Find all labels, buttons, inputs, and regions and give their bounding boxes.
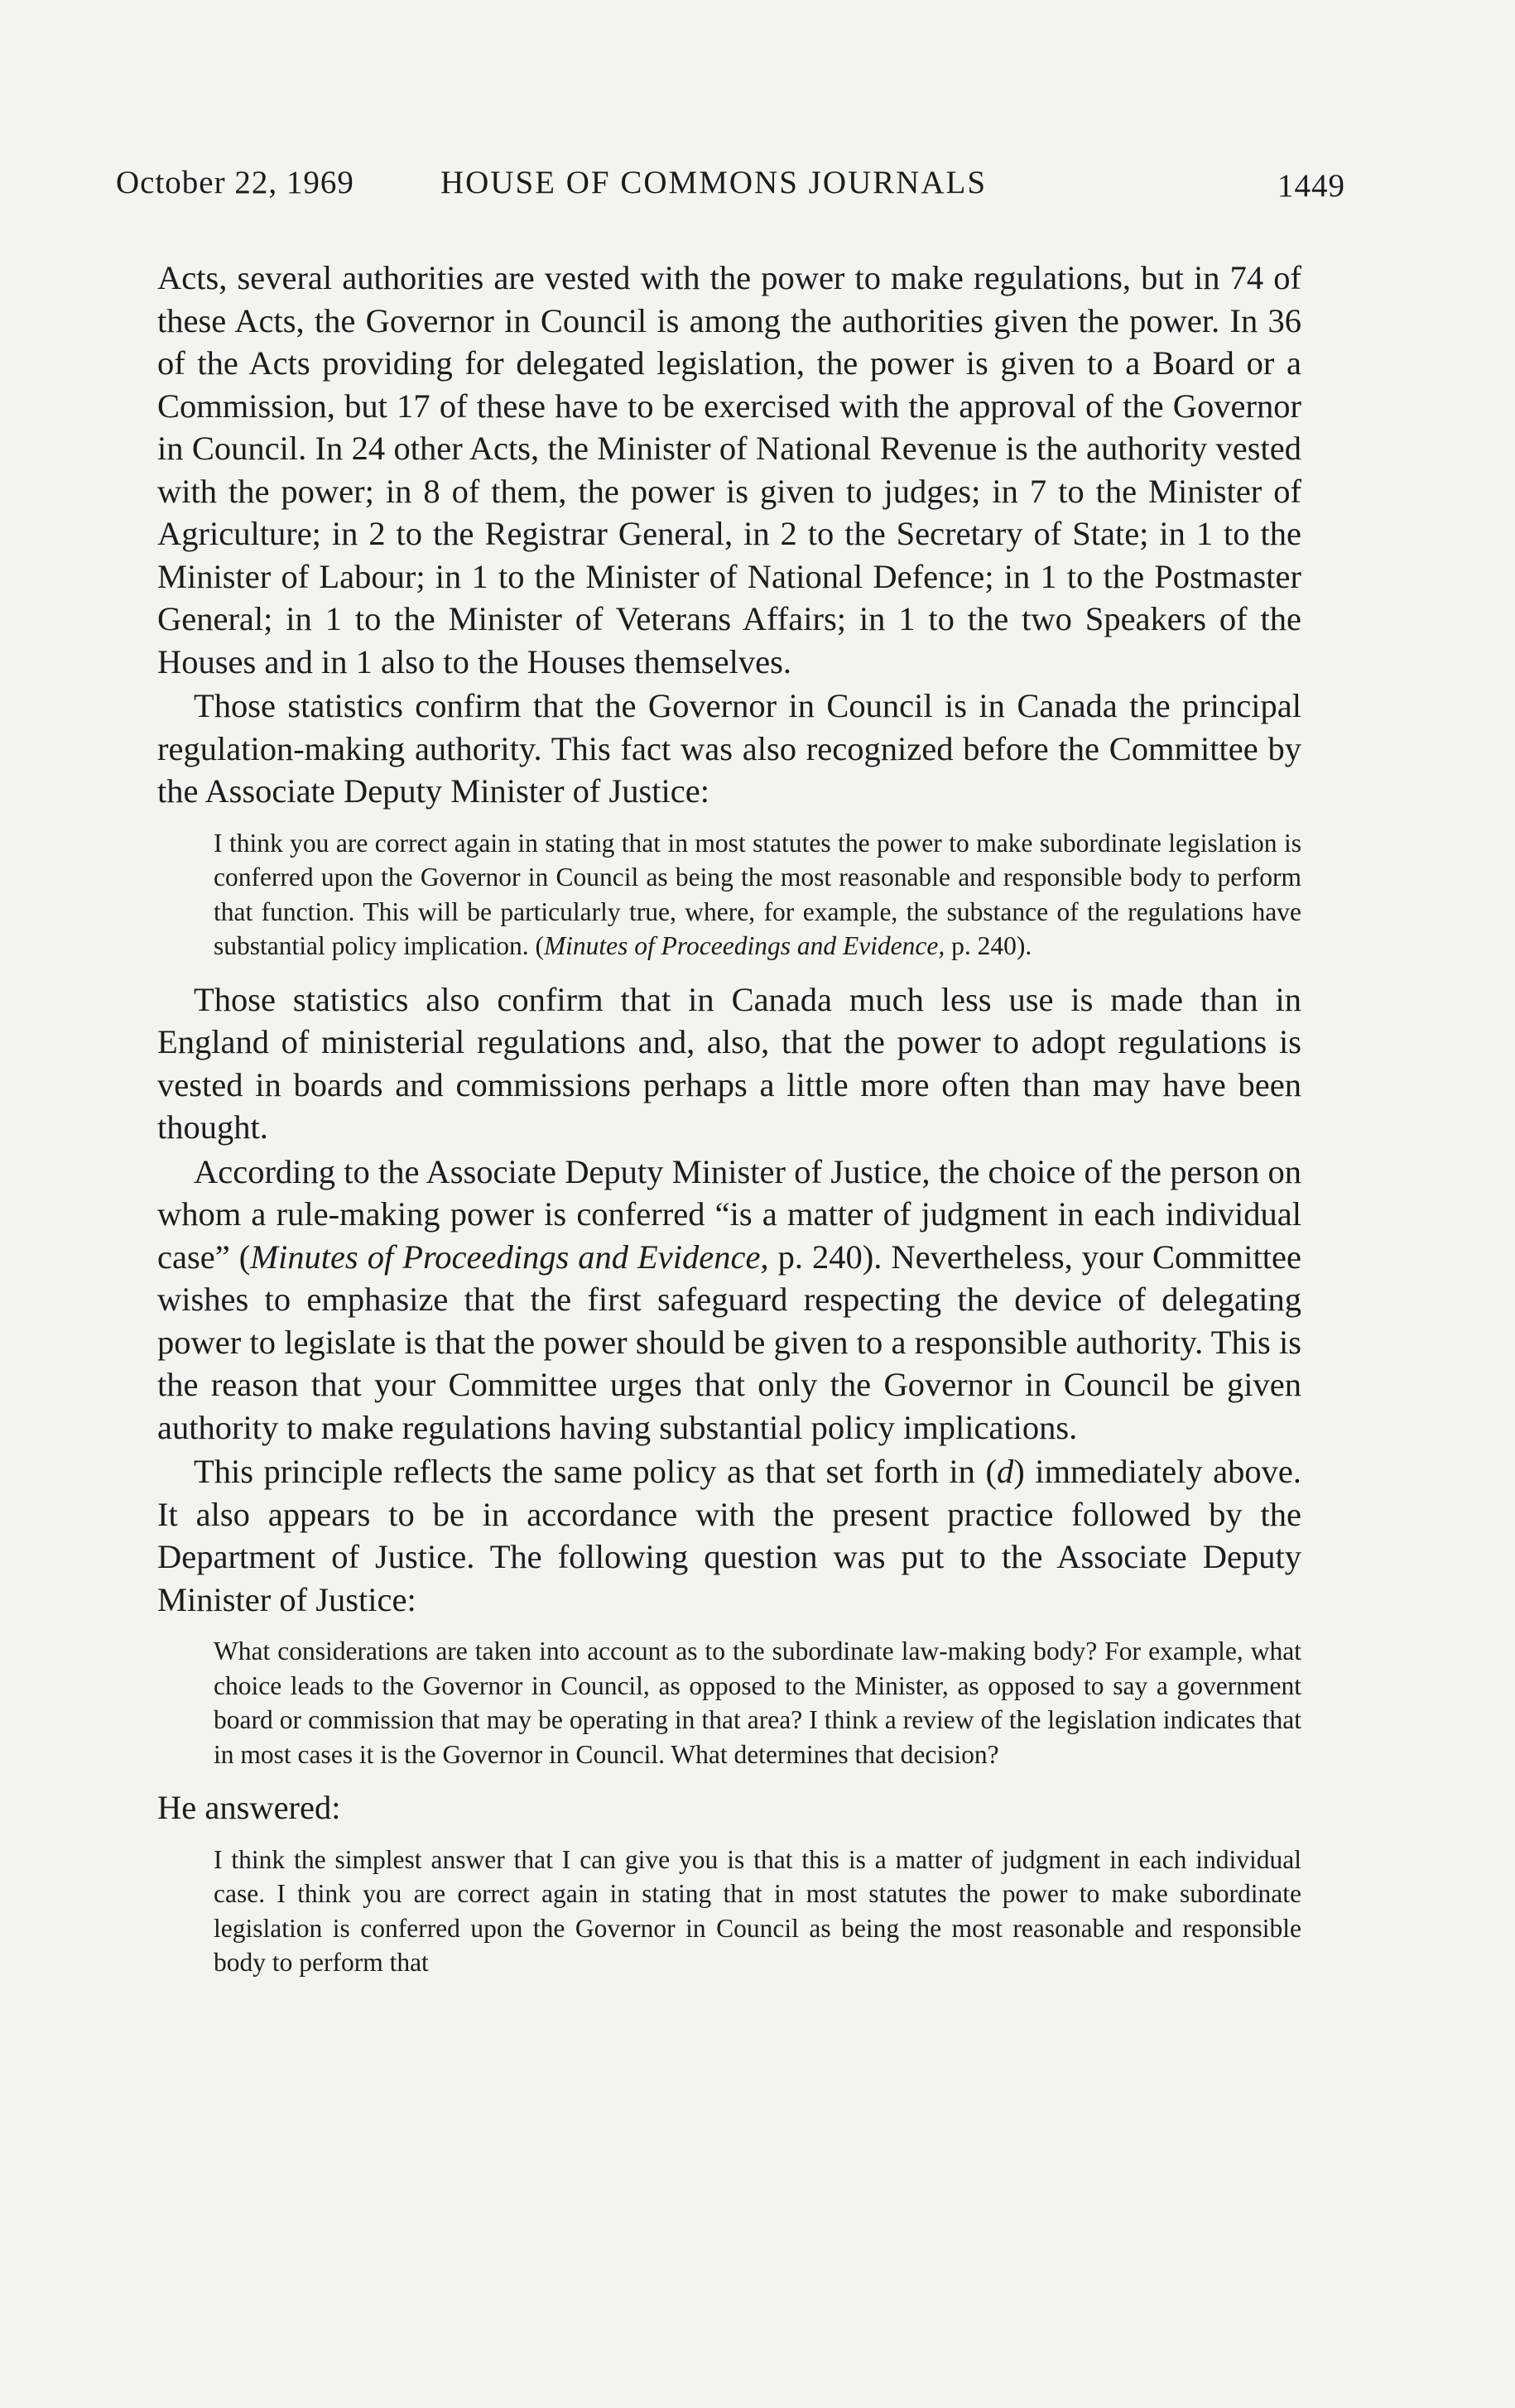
quote-citation: Minutes of Proceedings and Evidence, <box>543 931 945 960</box>
quote-text: I think you are correct again in stating that in most statutes the power to make subordinate legislation is conferred upon the Governor in Council as being the most reasonable and responsible body to perform that function. This will be particularly true, where, for example, the substance of the regulations have substantial policy implication. ( <box>214 828 1301 960</box>
header-journal-title: HOUSE OF COMMONS JOURNALS <box>440 165 988 200</box>
block-quote-question: What considerations are taken into account as to the subordinate law-making body? For example, what choice leads to the Governor in Council, as opposed to the Minister, as opposed to say a government board or commission that may be operating in that area? I think a review of the legislation indicates that in most cases it is the Governor in Council. What determines that decision? <box>214 1637 1301 1769</box>
running-header <box>116 164 1345 214</box>
paragraph-responsible-authority <box>157 1151 1301 1449</box>
paragraph-statistics-confirm: Those statistics confirm that the Governor in Council is in Canada the principal regulation-making authority. This fact was also recognized before the Committee by the Associate Deputy Minister of Justice: <box>157 687 1301 810</box>
paragraph-text: According to the Associate Deputy Minister of Justice, the choice of the person on whom a rule-making power is conferred “is a matter of judgment in each individual case” ( <box>157 1152 1301 1276</box>
paragraph-reference-letter: d <box>996 1453 1014 1490</box>
header-date: October 22, 1969 <box>116 165 354 200</box>
page-number: 1449 <box>1277 168 1345 204</box>
paragraph-ministerial-regulations: Those statistics also confirm that in Canada much less use is made than in England of ministerial regulations and, also, that the power to adopt regulations is vested in boards and commissions perhaps a little more often than may have been thought. <box>157 980 1301 1146</box>
paragraph-statistics-continued: Acts, several authorities are vested with the power to make regulations, but in 74 of these Acts, the Governor in Council is among the authorities given the power. In 36 of the Acts providing for delegated legislation, the power is given to a Board or a Commission, but 17 of these have to be exercised with the approval of the Governor in Council. In 24 other Acts, the Minister of National Revenue is the authority vested with the power; in 8 of them, the power is given to judges; in 7 to the Minister of Agriculture; in 2 to the Registrar General, in 2 to the Secretary of State; in 1 to the Minister of Labour; in 1 to the Minister of National Defence; in 1 to the Postmaster General; in 1 to the Minister of Veterans Affairs; in 1 to the two Speakers of the Houses and in 1 also to the Houses themselves. <box>157 259 1301 680</box>
paragraph-he-answered: He answered: <box>157 1789 341 1826</box>
paragraph-text: This principle reflects the same policy as that set forth in ( <box>194 1453 997 1490</box>
paragraph-text: ) immediately above. It also appears to be in accordance with the present practice followed by the Department of Justice. The following question was put to the Associate Deputy Minister of Justice: <box>157 1453 1301 1618</box>
block-quote-answer: I think the simplest answer that I can give you is that this is a matter of judgment in each individual case. I think you are correct again in stating that in most statutes the power to make subordinate legislation is conferred upon the Governor in Council as being the most reasonable and responsible body to perform that <box>214 1844 1301 1977</box>
paragraph-text: p. 240). Nevertheless, your Committee wishes to emphasize that the first safeguard respecting the device of delegating power to legislate is that the power should be given to a responsible authority. This is the reason that your Committee urges that only the Governor in Council be given authority to make regulations having substantial policy implications. <box>157 1238 1302 1446</box>
paragraph-citation: Minutes of Proceedings and Evidence, <box>250 1238 769 1276</box>
page-body <box>157 257 1301 1980</box>
quote-citation-page: p. 240). <box>945 931 1032 960</box>
paragraph-principle <box>157 1450 1301 1621</box>
block-quote-justice-1 <box>157 826 1301 964</box>
